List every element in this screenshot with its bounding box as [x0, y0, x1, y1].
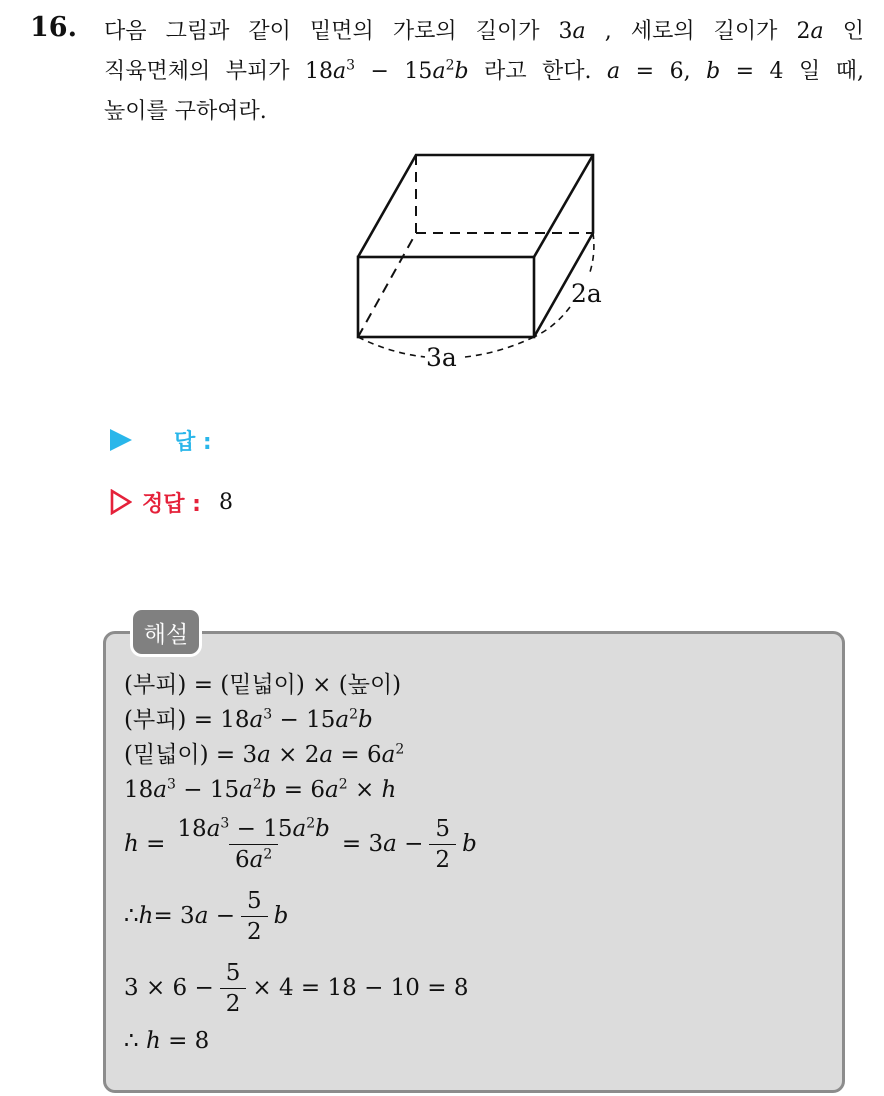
- correct-answer-row: [110, 482, 233, 522]
- explanation-line-7: 3 × 6 − $\frac{5}{2}$ × 4 = 18 − 10 = 8: [124, 959, 469, 1017]
- explanation-line-2: (부피) = $18a^3 - 15a^2b$: [124, 706, 373, 733]
- question-number: 16.: [30, 12, 77, 43]
- play-triangle-icon: [110, 429, 132, 451]
- correct-answer-value: 8: [218, 489, 233, 515]
- width-brace: [358, 337, 425, 357]
- question-line-2: 직육면체의 부피가 $18a^3 - 15a^2b$ 라고 한다. a = 6, b = 4 일 때,: [104, 57, 865, 84]
- explanation-line-6: ∴ h = 3 a − $\frac{5}{2}$ b: [124, 887, 289, 945]
- label-depth: 2a: [571, 279, 602, 308]
- question-line-1: 다음 그림과 같이 밑면의 가로의 길이가 3a , 세로의 길이가 2a 인: [104, 19, 864, 44]
- fraction: $\frac{5}{2}$: [429, 814, 456, 875]
- explanation-line-3: (밑넓이) = $3a \times 2a = 6a^2$: [124, 741, 405, 768]
- cuboid-front-face: [358, 257, 534, 337]
- fraction: $\frac{5}{2}$: [220, 958, 247, 1019]
- answer-row: [110, 420, 212, 460]
- cuboid-figure: [340, 145, 630, 380]
- explanation-tag: 해설: [130, 607, 202, 657]
- fraction: $\frac{18a^3 - 15a^2b}{6a^2}$: [177, 814, 330, 873]
- correct-answer-label: 정답 :: [142, 491, 201, 517]
- cuboid-hidden-depth: [358, 233, 416, 337]
- cuboid-top-edges: [358, 155, 593, 337]
- explanation-lines: [124, 668, 477, 1059]
- explanation-line-5: h = $\frac{18a^3 - 15a^2b}{6a^2}$ = 3 a − $\frac{5}{2}$ b: [124, 814, 477, 873]
- fraction: $\frac{5}{2}$: [241, 886, 268, 947]
- question-text: [104, 12, 864, 132]
- explanation-line-4: $18a^3 - 15a^2b = 6a^2 \times h$: [124, 776, 397, 803]
- question-line-3: 높이를 구하여라.: [104, 99, 267, 124]
- explanation-line-8: ∴ h = 8: [124, 1028, 210, 1054]
- explanation-line-1: (부피) = (밑넓이) × (높이): [124, 672, 402, 698]
- outline-triangle-icon: [110, 489, 132, 515]
- label-width: 3a: [426, 343, 457, 372]
- answer-label: 답 :: [174, 429, 212, 455]
